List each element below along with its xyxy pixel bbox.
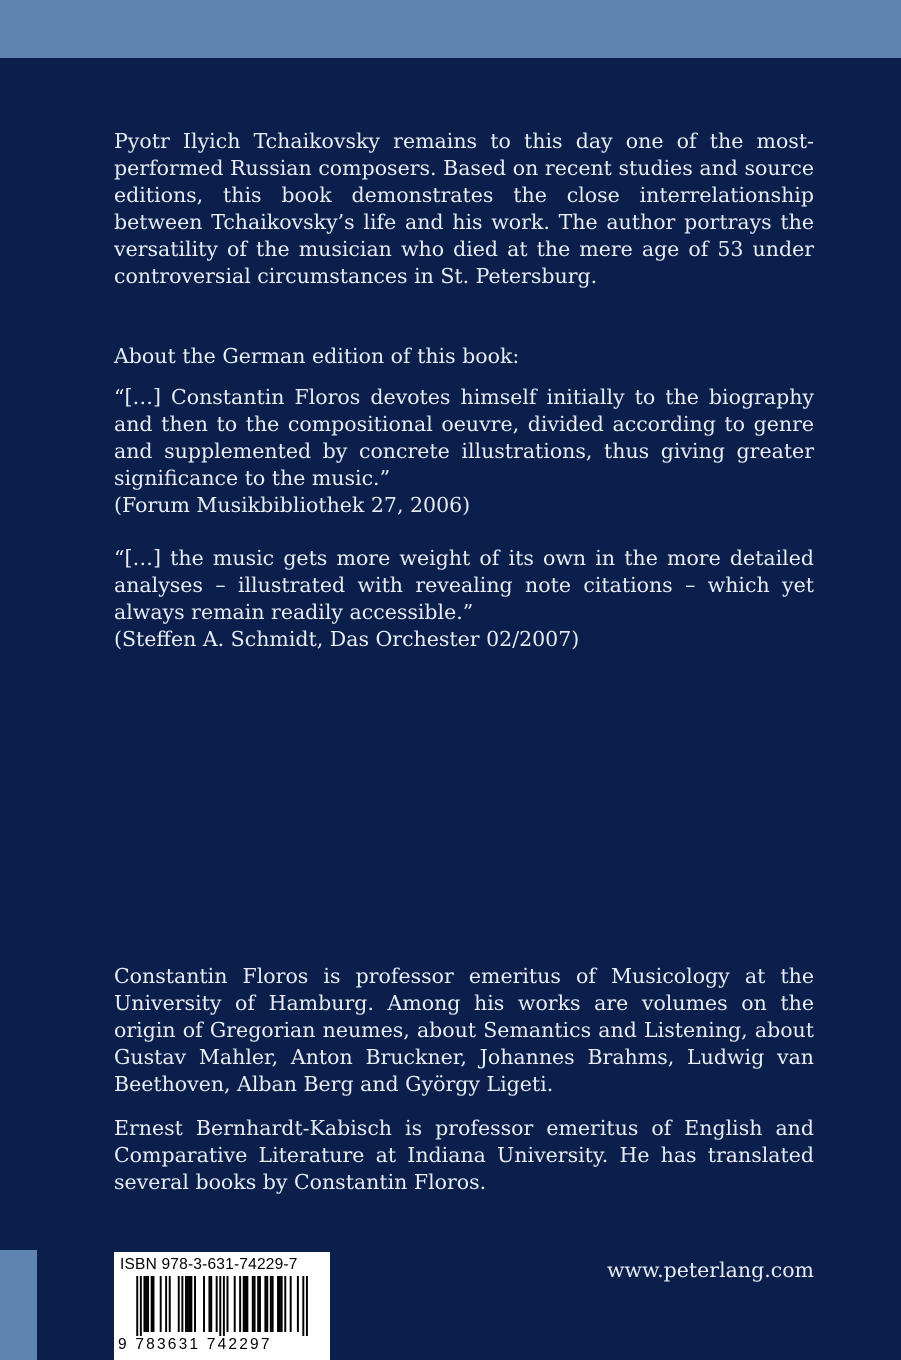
barcode-bar [252, 1276, 254, 1332]
barcode-bar [290, 1276, 292, 1332]
barcode-bar [145, 1276, 147, 1332]
barcode-bar [297, 1276, 299, 1332]
isbn-barcode [114, 1252, 330, 1360]
barcode-bar [194, 1276, 196, 1332]
barcode-bar [257, 1276, 259, 1332]
barcode-bar [160, 1276, 162, 1332]
barcode-bar [165, 1276, 167, 1332]
review-quote-2: “[…] the music gets more weight of its own in the more detailed analyses – illustrated with revealing note citations – which yet always remain readily accessible.” [114, 546, 814, 624]
barcode-bar [245, 1276, 247, 1332]
barcode-bar [254, 1276, 256, 1332]
barcode-bar [277, 1276, 279, 1332]
barcode-bar [216, 1276, 218, 1332]
bottom-left-color-band [0, 1250, 37, 1360]
isbn-label: ISBN 978-3-631-74229-7 [120, 1256, 298, 1273]
barcode-bar [281, 1276, 283, 1332]
barcode-bar [169, 1276, 171, 1332]
barcode-bar [227, 1276, 229, 1332]
author-bio: Constantin Floros is professor emeritus of Musicology at the University of Hamburg. Among his works are volumes on the origin of Gregorian neumes, about Semantics and Listening, about Gustav Mahler, Anton Bruckner, Johannes Brahms, Ludwig van Beethoven, Alban Berg and György Ligeti. [114, 964, 814, 1096]
barcode-bar [189, 1276, 191, 1332]
barcode-bar [203, 1276, 205, 1332]
barcode-bar [153, 1276, 155, 1332]
barcode-bar [187, 1276, 189, 1332]
barcode-bar [223, 1276, 225, 1336]
barcode-bar [243, 1276, 245, 1332]
barcode-bar [284, 1276, 286, 1332]
translator-bio: Ernest Bernhardt-Kabisch is professor emeritus of English and Comparative Literature at Indiana University. He has translated several books by Constantin Floros. [114, 1116, 814, 1194]
publisher-website[interactable]: www.peterlang.com [606, 1258, 814, 1282]
top-color-band [0, 0, 901, 58]
barcode-bar [219, 1276, 221, 1336]
about-german-edition-heading: About the German edition of this book: [114, 344, 520, 368]
barcode-bar [208, 1276, 210, 1332]
barcode-bar [147, 1276, 149, 1332]
barcode-bar [185, 1276, 187, 1332]
barcode-bar [140, 1276, 142, 1336]
barcode-bar [246, 1276, 248, 1332]
barcode-bar [143, 1276, 145, 1332]
barcode-bar [272, 1276, 274, 1332]
barcode-bar [270, 1276, 272, 1332]
book-description [114, 128, 814, 290]
description-text: Pyotr Ilyich Tchaikovsky remains to this day one of the most-performed Russian composers. Based on recent studies and source editions, this book demonstrates the close interrelationship between Tchaikovsky’s life and his work. The author portrays the versatility of the musician who died at the mere age of 53 under controversial circumstances in St. Petersburg. [114, 129, 814, 288]
review-quote-1: “[…] Constantin Floros devotes himself initially to the biography and then to the compositional oeuvre, divided according to genre and supplemented by concrete illustrations, thus giving greater significance to the music.” [114, 385, 814, 490]
barcode-bar [190, 1276, 192, 1332]
barcode-bar [239, 1276, 241, 1332]
review-source-2: (Steffen A. Schmidt, Das Orchester 02/2007) [114, 627, 580, 651]
ean-digits: 9 783631 742297 [118, 1336, 272, 1353]
barcode-bars-icon [120, 1276, 324, 1336]
review-source-1: (Forum Musikbibliothek 27, 2006) [114, 493, 471, 517]
barcode-bar [181, 1276, 183, 1332]
barcode-bar [210, 1276, 212, 1332]
barcode-bar [234, 1276, 236, 1332]
barcode-bar [302, 1276, 304, 1336]
barcode-bar [306, 1276, 308, 1336]
barcode-bar [136, 1276, 138, 1336]
barcode-bar [259, 1276, 261, 1332]
barcode-bar [266, 1276, 268, 1332]
barcode-bar [264, 1276, 266, 1332]
barcode-bar [151, 1276, 153, 1332]
barcode-bar [279, 1276, 281, 1332]
barcode-bar [178, 1276, 180, 1332]
